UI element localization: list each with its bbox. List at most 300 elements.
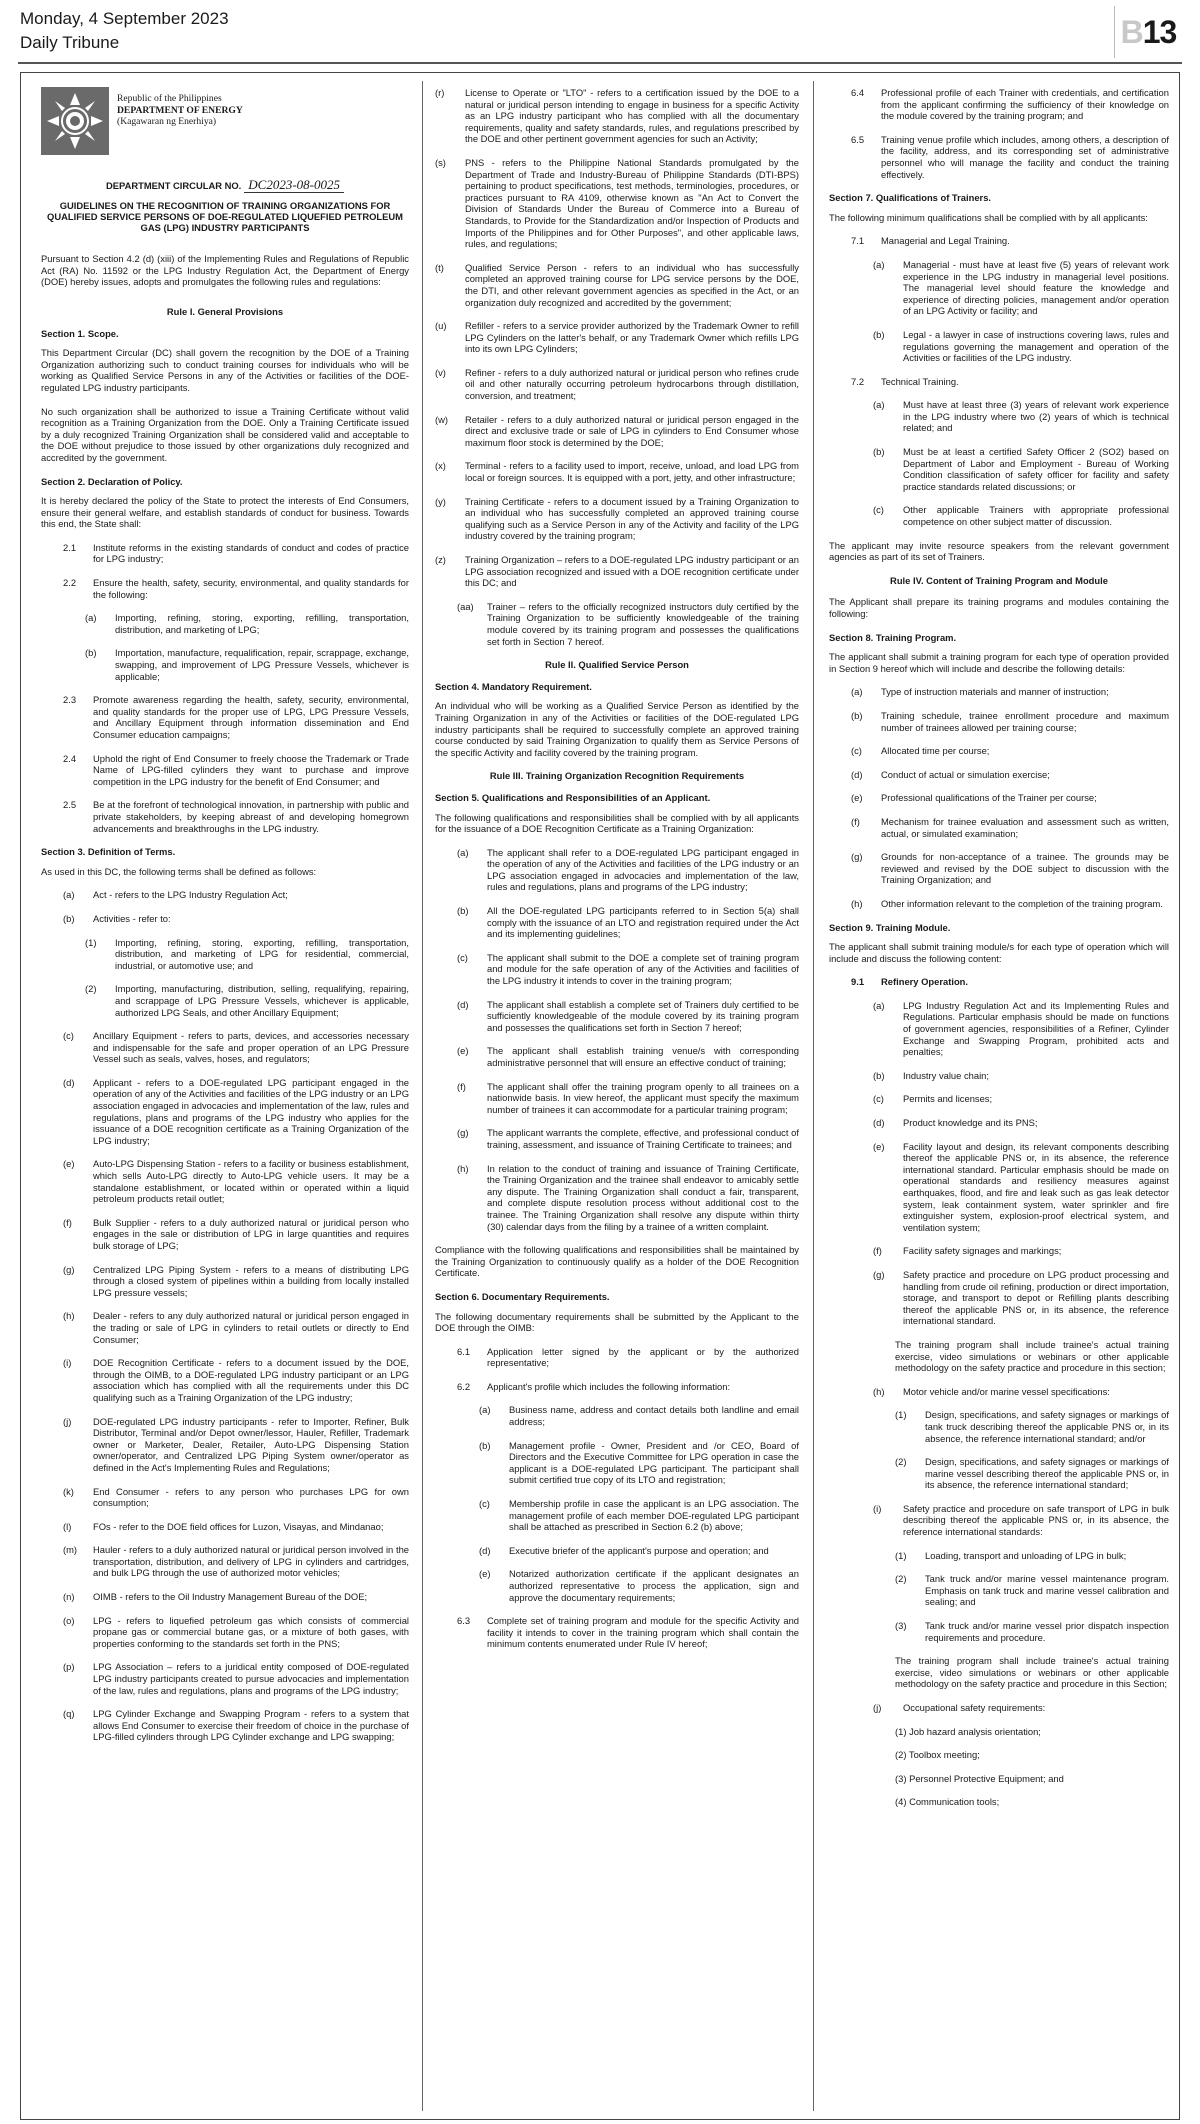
list-item: [435, 320, 799, 355]
list-item: [457, 1045, 799, 1068]
list-item-text: Act - refers to the LPG Industry Regulation Act;: [93, 889, 288, 901]
list-item-text: Auto-LPG Dispensing Station - refers to a facility or business establishment, which sells Auto-LPG directly to Auto-LPG vehicle users. It may be a standalone establishment, or located within or operated within a liquid petroleum products retail outlet;: [93, 1158, 409, 1205]
section-heading: Section 7. Qualifications of Trainers.: [829, 192, 992, 204]
list-marker: (s): [435, 156, 446, 168]
list-item-text: OIMB - refers to the Oil Industry Management Bureau of the DOE;: [93, 1591, 368, 1603]
list-item-text: Application letter signed by the applicant or by the authorized representative;: [487, 1345, 799, 1369]
section-heading: Section 6. Documentary Requirements.: [435, 1290, 610, 1302]
list-item: [435, 87, 799, 145]
list-item-text: Applicant's profile which includes the following information:: [487, 1380, 731, 1392]
list-item-text: The applicant shall establish training venue/s with corresponding administrative personnel that will ensure an effective conduct of training;: [487, 1045, 799, 1068]
section-heading: Section 3. Definition of Terms.: [41, 846, 176, 858]
list-marker: (f): [851, 815, 860, 827]
list-item-text: Technical Training.: [881, 375, 959, 387]
list-marker: (r): [435, 87, 445, 98]
list-marker: (d): [873, 1117, 885, 1129]
list-marker: (x): [435, 460, 446, 472]
list-item-text: Design, specifications, and safety signages or markings of marine vessel describing thereof the applicable PNS or, in its absence, the reference international standard;: [925, 1456, 1169, 1491]
list-item: [435, 414, 799, 449]
list-item: [63, 1615, 409, 1650]
circular-number: [41, 179, 409, 192]
list-marker: (b): [873, 446, 885, 458]
list-item-text: FOs - refer to the DOE field offices for Luzon, Visayas, and Mindanao;: [93, 1520, 384, 1532]
paragraph: The applicant shall submit a training program for each type of operation provided in Section 9 hereof which will include and describe the following details:: [829, 651, 1169, 674]
list-marker: (l): [63, 1520, 72, 1532]
section-heading: Section 5. Qualifications and Responsibilities of an Applicant.: [435, 791, 711, 803]
list-marker: (h): [457, 1162, 469, 1174]
list-item-text: Tank truck and/or marine vessel prior dispatch inspection requirements and procedure.: [925, 1620, 1169, 1643]
section-heading: Section 9. Training Module.: [829, 921, 951, 933]
list-marker: (n): [63, 1591, 75, 1603]
list-marker: (a): [479, 1404, 491, 1416]
list-marker: (a): [457, 846, 469, 858]
list-marker: (i): [63, 1357, 72, 1369]
list-marker: (v): [435, 366, 446, 378]
list-item: [435, 367, 799, 402]
list-item: [63, 1416, 409, 1474]
list-marker: (f): [873, 1245, 882, 1257]
rule-heading: Rule III. Training Organization Recognition Requirements: [489, 770, 745, 782]
list-item: [457, 905, 799, 940]
list-item-text: Safety practice and procedure on LPG product processing and handling from crude oil refining, production or direct importation, storage, and transport to depot or Refilling plants describing thereof the applicable PNS or, in its absence, the reference international standard.: [903, 1268, 1169, 1327]
paragraph: The following documentary requirements shall be submitted by the Applicant to the DOE through the OIMB:: [435, 1310, 799, 1334]
list-marker: (b): [63, 912, 75, 924]
paragraph: (4) Communication tools;: [895, 1796, 1000, 1808]
agency-line-1: Republic of the Philippines: [117, 93, 222, 104]
list-item-text: License to Operate or "LTO" - refers to a certification issued by the DOE to a natural or juridical person intending to engage in business for a specific Activity as an LPG industry participant who has complied with all the documentary requirements, quality and safety standards, rules, and regulations prescribed by the DOE and other pertinent government agencies for such an Activity;: [465, 87, 799, 145]
list-item-text: Refinery Operation.: [881, 976, 968, 988]
list-item-text: In relation to the conduct of training and issuance of Training Certificate, the Training Organization and the trainee shall endeavor to amicably settle any dispute. The Training Organization shall conduct a fair, transparent, and complete dispute resolution process without additional cost to the trainee. The Training Organization shall resolve any dispute within thirty (30) calendar days from the filing by a trainee of a written complaint.: [487, 1162, 799, 1232]
list-marker: (e): [457, 1045, 469, 1057]
list-marker: (2): [895, 1573, 907, 1585]
list-item-text: Importing, refining, storing, exporting, refilling, transportation, distribution, and marketing of LPG for residential, commercial, industrial, or automotive use; and: [115, 936, 409, 971]
list-item-text: Managerial - must have at least five (5) years of relevant work experience in the LPG industry in managerial level positions. The managerial level should feature the knowledge and experience of directing policies, management and/or operation of an LPG Activity or facility; and: [903, 258, 1169, 317]
column-2-text: [435, 87, 799, 1650]
list-item: [63, 913, 409, 925]
list-item: [85, 937, 409, 972]
list-marker: (a): [63, 889, 75, 901]
list-marker: (h): [63, 1310, 75, 1322]
list-marker: (b): [457, 905, 469, 917]
list-item-text: Training Organization – refers to a DOE-regulated LPG industry participant or an LPG association recognized and issued with a DOE recognition certificate under this DC; and: [465, 554, 799, 589]
list-item-text: The applicant shall offer the training program openly to all trainees on a nationwide basis. In view hereof, the applicant must specify the maximum number of trainees it can accommodate for a particular training program;: [487, 1080, 799, 1115]
list-item: [873, 259, 1169, 317]
list-item-text: Executive briefer of the applicant's purpose and operation; and: [509, 1544, 769, 1556]
list-marker: (a): [873, 258, 885, 270]
newspaper-name: Daily Tribune: [20, 33, 120, 52]
article-frame: [20, 72, 1180, 2120]
list-item-text: Industry value chain;: [903, 1069, 989, 1081]
list-marker: (k): [63, 1485, 74, 1497]
list-item: [851, 769, 1169, 781]
list-item: [63, 1661, 409, 1696]
list-item-text: Mechanism for trainee evaluation and assessment such as written, actual, or simulated examination;: [881, 815, 1169, 839]
list-marker: (1): [895, 1409, 907, 1421]
list-item-text: Uphold the right of End Consumer to freely choose the Trademark or Trade Name of LPG-filled cylinders they want to purchase and improve competition in the LPG industry for the benefit of End Consumer; and: [93, 752, 409, 787]
list-marker: (b): [873, 328, 885, 340]
list-item-text: Type of instruction materials and manner of instruction;: [881, 686, 1109, 698]
list-item-text: Retailer - refers to a duly authorized natural or juridical person engaged in the direct and exclusive trade or sale of LPG in cylinders to End Consumer whose maximum floor stock is determined by the DOE;: [465, 413, 799, 448]
list-marker: (f): [457, 1080, 466, 1092]
column-3: [829, 87, 1169, 2113]
list-marker: 6.2: [457, 1380, 471, 1392]
list-item-text: Other information relevant to the completion of the training program.: [881, 897, 1163, 909]
list-item: [479, 1545, 799, 1557]
list-marker: (1): [85, 936, 97, 948]
list-item: [63, 1158, 409, 1204]
list-item: [873, 1245, 1169, 1257]
list-item-text: Applicant - refers to a DOE-regulated LPG participant engaged in the operation of any of the Activities and facilities of the LPG industry or an LPG association engaged in advocacies and implementation of the law, rules and regulations, plans and programs of the LPG industry who applies for the issuance of a DOE recognition certificate as a Training Organization of the LPG industry;: [93, 1076, 409, 1146]
column-1-text: [41, 306, 409, 1743]
paragraph: This Department Circular (DC) shall govern the recognition by the DOE of a Training Organization authorizing such to conduct training courses for individuals who will be working as Qualified Service Persons in any of the Activities or facilities of the DOE-regulated LPG industry participants.: [41, 347, 409, 393]
list-item: [851, 851, 1169, 886]
list-marker: (a): [873, 999, 885, 1011]
list-item-text: Product knowledge and its PNS;: [903, 1117, 1038, 1129]
list-item: [457, 1163, 799, 1233]
list-marker: (d): [63, 1076, 75, 1088]
list-marker: (d): [457, 998, 469, 1010]
list-item: [457, 1081, 799, 1116]
list-item: [63, 1521, 409, 1533]
list-marker: (c): [479, 1498, 490, 1510]
list-item-text: Permits and licenses;: [903, 1093, 993, 1105]
list-marker: (b): [85, 647, 97, 659]
list-item-text: Hauler - refers to a duly authorized natural or juridical person involved in the transportation, distribution, and delivery of LPG in cylinders and cartridges, and bulk LPG through the use of authorized motor vehicles;: [93, 1544, 409, 1579]
list-item-text: Grounds for non-acceptance of a trainee. The grounds may be reviewed and revised by the DOE subject to discussion with the Training Organization; and: [881, 851, 1169, 886]
list-marker: (j): [873, 1702, 882, 1713]
list-item-text: The applicant shall establish a complete set of Trainers duly certified to be sufficiently knowledgeable of the module covered by its training program and possesses the qualifications set forth in Section 7 hereof;: [487, 998, 799, 1033]
list-item: [851, 816, 1169, 839]
list-marker: (e): [873, 1140, 885, 1152]
paragraph: Compliance with the following qualifications and responsibilities shall be maintained by the Training Organization to continuously qualify as a holder of the DOE Recognition Certificate.: [435, 1244, 799, 1279]
list-item: [873, 329, 1169, 364]
list-item-text: Must be at least a certified Safety Officer 2 (SO2) based on Department of Labor and Employment - Bureau of Working Condition classification of safety officer for facility and safety practice standards related discussions; or: [903, 446, 1169, 492]
list-item: [479, 1568, 799, 1603]
list-marker: (a): [873, 399, 885, 411]
list-item: [895, 1409, 1169, 1444]
agency-name: [117, 93, 243, 128]
list-marker: (a): [851, 686, 863, 698]
list-marker: (b): [851, 709, 863, 721]
list-item: [63, 1030, 409, 1065]
list-marker: (g): [873, 1268, 885, 1280]
paragraph: The applicant shall submit training module/s for each type of operation which will include and discuss the following content:: [829, 941, 1169, 964]
agency-line-3: (Kagawaran ng Enerhiya): [117, 116, 217, 127]
list-item-text: Must have at least three (3) years of relevant work experience in the LPG industry where two (2) years of which is technical related; and: [903, 399, 1169, 434]
list-item-text: LPG - refers to liquefied petroleum gas which consists of commercial propane gas or commercial butane gas, or a mixture of both gases, with properties conforming to the standards set forth in the PNS;: [93, 1614, 409, 1649]
list-item: [895, 1620, 1169, 1643]
list-item: [457, 1127, 799, 1150]
column-2: [435, 87, 799, 2113]
rule-heading: Rule I. General Provisions: [166, 305, 284, 317]
list-item-text: Importing, refining, storing, exporting, refilling, transportation, distribution, and marketing of LPG;: [115, 612, 409, 635]
list-item-text: Conduct of actual or simulation exercise;: [881, 768, 1050, 780]
list-item-text: Design, specifications, and safety signages or markings of tank truck describing thereof the applicable PNS or, in its absence, the reference international standard; and/or: [925, 1409, 1169, 1444]
list-marker: (a): [85, 612, 97, 624]
list-marker: (aa): [457, 600, 474, 612]
paragraph: (3) Personnel Protective Equipment; and: [895, 1772, 1064, 1784]
list-item-text: Professional profile of each Trainer with credentials, and certification from the applicant confirming the sufficiency of their knowledge on the module covered by the training program; and: [881, 87, 1169, 122]
list-item-text: Trainer – refers to the officially recognized instructors duly certified by the Training Organization to be sufficiently knowledgeable of the training module covered by its training program and possesses the qualifications set forth in Section 7 hereof.: [487, 600, 799, 647]
list-marker: (y): [435, 495, 446, 507]
list-item: [435, 460, 799, 483]
list-item-text: Dealer - refers to any duly authorized natural or juridical person engaged in the trading or sale of LPG in cylinders to retail outlets or directly to End Consumer;: [93, 1310, 409, 1345]
list-item-text: Training Certificate - refers to a document issued by a Training Organization to an individual who has successfully completed an approved training course qualifying such as a Service Person in any of the Activity and facility of the LPG industry covered by the training program;: [465, 495, 799, 542]
list-marker: 6.5: [851, 133, 865, 145]
list-item-text: The applicant warrants the complete, effective, and professional conduct of training, assessment, and issuance of Training Certificate to trainees; and: [487, 1127, 799, 1150]
list-item-text: Facility layout and design, its relevant components describing thereof the applicable PNS or, in its absence, the reference international standard. Particular emphasis should be made on operational standards and resiliency measures against earthquakes, flood, and fire and leak such as gas leak detector system, leak containment system, water sprinkler and fire extinguisher system, explosion-proof electrical system, and ventilation system;: [903, 1140, 1169, 1233]
list-item-text: Loading, transport and unloading of LPG in bulk;: [925, 1549, 1127, 1561]
list-item: [873, 446, 1169, 492]
list-item: [851, 235, 1169, 247]
list-marker: (t): [435, 261, 444, 273]
list-item-text: Allocated time per course;: [881, 745, 990, 757]
list-marker: (2): [85, 983, 97, 995]
list-item: [457, 847, 799, 893]
list-item: [895, 1456, 1169, 1491]
list-marker: (h): [851, 897, 863, 909]
list-marker: (m): [63, 1544, 78, 1556]
paragraph: An individual who will be working as a Qualified Service Person as identified by the Training Organization in any of the Activities or facilities of the DOE-regulated LPG industry participants shall be required to successfully complete an approved training course conducted by said Training Organization to qualify them as Service Persons of the specific Activity and facility covered by the training program.: [435, 700, 799, 758]
list-marker: (b): [873, 1069, 885, 1081]
page-section-letter: B: [1120, 13, 1143, 50]
rule-heading: Rule IV. Content of Training Program and Module: [890, 574, 1108, 586]
list-item: [63, 1708, 409, 1743]
list-item-text: All the DOE-regulated LPG participants referred to in Section 5(a) shall comply with the issuance of an LTO and registration required under the Act and its implementing guidelines;: [487, 905, 799, 940]
column-divider: [422, 81, 423, 2111]
list-marker: (w): [435, 413, 449, 425]
list-item-text: Be at the forefront of technological innovation, in partnership with public and private stakeholders, by keeping abreast of and developing homegrown advancements and breakthroughs in the LPG industry.: [93, 799, 409, 834]
list-item-text: Safety practice and procedure on safe transport of LPG in bulk describing thereof the applicable PNS or, in its absence, the reference international standards:: [903, 1502, 1169, 1538]
list-item-text: Notarized authorization certificate if the applicant designates an authorized representative to process the application, sign and approve the documentary requirements;: [509, 1568, 799, 1603]
list-marker: 2.1: [63, 541, 77, 553]
page-number-box: [1114, 6, 1182, 58]
list-item-text: Managerial and Legal Training.: [881, 235, 1010, 247]
list-item: [479, 1404, 799, 1427]
list-item-text: Professional qualifications of the Trainer per course;: [881, 792, 1097, 804]
list-marker: 2.3: [63, 694, 77, 706]
list-item: [873, 1702, 1169, 1714]
list-item-text: Management profile - Owner, President and /or CEO, Board of Directors and the Executive Committee for LPG operation in case the applicant is a DOE-regulated LPG participant. The participant shall submit certified true copy of its LTO and registration;: [509, 1439, 799, 1486]
list-item-text: LPG Association – refers to a juridical entity composed of DOE-regulated LPG industry participants created to pursue advocacies and implementation of the law, rules and regulations, plans and programs of the LPG industry;: [93, 1661, 409, 1696]
list-marker: (d): [851, 768, 863, 780]
list-marker: (c): [63, 1030, 74, 1042]
list-item: [63, 1357, 409, 1403]
list-marker: (g): [457, 1127, 469, 1139]
list-item-text: Refiner - refers to a duly authorized natural or juridical person who refines crude oil and other naturally occurring petroleum hydrocarbons through distillation, conversion, and treatment;: [465, 366, 799, 402]
list-marker: (u): [435, 320, 447, 332]
list-item-text: Complete set of training program and module for the specific Activity and facility it intends to cover in the training program which shall contain the minimum contents enumerated under Rule IV hereof;: [487, 1615, 799, 1650]
section-heading: Section 2. Declaration of Policy.: [41, 475, 183, 487]
list-item: [873, 399, 1169, 434]
list-marker: (h): [873, 1385, 885, 1397]
list-item: [63, 694, 409, 740]
agency-line-2: DEPARTMENT OF ENERGY: [117, 104, 243, 116]
list-item: [63, 799, 409, 834]
list-item-text: Importing, manufacturing, distribution, selling, requalifying, repairing, and scrappage of LPG Pressure Vessels, whichever is applicable, authorized LPG Seals, and other Ancillary Equipment;: [115, 983, 409, 1018]
list-marker: 6.1: [457, 1345, 471, 1357]
list-item-text: Training venue profile which includes, among others, a description of the facility, address, and its corresponding set of administrative personnel who will manage the facility and conduct the training effectively.: [881, 133, 1169, 180]
list-item: [873, 504, 1169, 527]
agency-header: [41, 87, 409, 157]
column-3-text: [829, 87, 1169, 1808]
list-item: [63, 889, 409, 901]
list-item: [479, 1498, 799, 1533]
list-item-text: LPG Industry Regulation Act and its Implementing Rules and Regulations. Particular emphasis should be made on functions of government agencies, responsibilities of a Refiner, Cylinder Exchange and Swapping Program, prohibited acts and penalties;: [903, 999, 1169, 1058]
list-item: [63, 1217, 409, 1252]
list-item-text: Motor vehicle and/or marine vessel specifications:: [903, 1385, 1110, 1397]
list-marker: (e): [851, 792, 863, 804]
list-item: [85, 983, 409, 1018]
list-item: [457, 601, 799, 647]
list-item-text: Ensure the health, safety, security, environmental, and quality standards for the following:: [93, 577, 409, 600]
rule-heading: Rule II. Qualified Service Person: [545, 659, 689, 671]
list-item: [63, 542, 409, 565]
paragraph: The training program shall include trainee's actual training exercise, video simulations or webinars or other applicable methodology on the safety practice and procedure in this section;: [895, 1338, 1169, 1374]
list-item-text: Activities - refer to:: [93, 912, 171, 924]
list-marker: (o): [63, 1614, 75, 1626]
list-item-text: The applicant shall submit to the DOE a complete set of training program and module for the safe operation of any of the Activities and facilities of the LPG industry it intends to cover in the training program;: [487, 951, 799, 987]
list-item-text: Refiller - refers to a service provider authorized by the Trademark Owner to refill LPG Cylinders on the latter's behalf, or any Trademark Owner which refills LPG into its own LPG Cylinders;: [465, 320, 799, 355]
list-item: [873, 1117, 1169, 1129]
circular-number-handwritten: DC2023-08-0025: [244, 177, 344, 193]
list-marker: 2.2: [63, 577, 77, 589]
section-heading: Section 1. Scope.: [41, 327, 119, 339]
list-item: [851, 686, 1169, 698]
list-marker: (c): [873, 1093, 884, 1105]
list-item-text: Bulk Supplier - refers to a duly authorized natural or juridical person who engages in the sale or distribution of LPG in large quantities and requires bulk storage of LPG;: [93, 1216, 409, 1252]
list-item-text: Training schedule, trainee enrollment procedure and maximum number of trainees allowed per training course;: [881, 709, 1169, 733]
list-marker: (c): [457, 951, 468, 963]
list-marker: (g): [63, 1263, 75, 1275]
list-item-text: Promote awareness regarding the health, safety, security, environmental, and quality standards for the proper use of LPG, LPG Pressure Vessels, and Ancillary Equipment through information dissemination and End Consumer education campaigns;: [93, 694, 409, 741]
list-item-text: Business name, address and contact details both landline and email address;: [509, 1404, 799, 1428]
list-marker: (i): [873, 1502, 882, 1514]
list-item-text: LPG Cylinder Exchange and Swapping Program - refers to a system that allows End Consumer to exercise their freedom of choice in the purchase of LPG-filled cylinders through LPG Cylinder exchange and LPG swapping;: [93, 1708, 409, 1743]
list-item: [63, 1077, 409, 1147]
column-1: [41, 87, 409, 2113]
list-item-text: Terminal - refers to a facility used to import, receive, unload, and load LPG from local or foreign sources. It is equipped with a port, jetty, and other infrastructure;: [465, 460, 799, 484]
list-item: [457, 999, 799, 1034]
list-marker: (q): [63, 1708, 75, 1720]
list-item: [479, 1440, 799, 1486]
list-marker: (b): [479, 1439, 491, 1451]
paragraph: No such organization shall be authorized to issue a Training Certificate without valid recognition as a Training Organization from the DOE. Only a Training Certificate issued by a duly recognized Training Organization shall be considered valid and acceptable to the DOE without prejudice to those issued by other organizations duly recognized and accredited by the government.: [41, 405, 409, 463]
list-item-text: Centralized LPG Piping System - refers to a means of distributing LPG through a closed system of pipelines within a building from locally installed LPG pressure vessels;: [93, 1263, 409, 1298]
list-marker: (3): [895, 1620, 907, 1632]
column-divider: [813, 81, 814, 2111]
list-marker: (1): [895, 1549, 907, 1561]
list-item: [63, 1310, 409, 1345]
list-item: [435, 554, 799, 589]
doe-seal-icon: [41, 87, 109, 155]
paragraph: The following minimum qualifications shall be complied with by all applicants:: [829, 211, 1148, 223]
list-item: [63, 1264, 409, 1299]
list-item: [851, 710, 1169, 733]
list-item: [457, 952, 799, 987]
list-item: [457, 1346, 799, 1369]
list-item: [63, 577, 409, 600]
list-item: [873, 1141, 1169, 1234]
list-item-text: Tank truck and/or marine vessel maintenance program. Emphasis on tank truck and marine vessel calibration and sealing; and: [925, 1573, 1169, 1608]
list-item: [873, 1386, 1169, 1398]
list-item: [895, 1550, 1169, 1562]
list-marker: (2): [895, 1456, 907, 1468]
list-item: [851, 745, 1169, 757]
list-item: [63, 1486, 409, 1509]
list-item-text: PNS - refers to the Philippine National Standards promulgated by the Department of Trade and Industry-Bureau of Philippine Standards (DTI-BPS) pertaining to product specifications, test methods, terminologies, procedures, or practices pursuant to RA 4109, otherwise known as "An Act to Convert the Division of Standards Under the Bureau of Commerce into a Bureau of Standards, to Provide for the Standardization and/or Inspection of Products and Imports of the Philippines and for Other Purposes", and other applicable laws, rules, and regulations;: [465, 156, 799, 250]
list-item: [457, 1381, 799, 1393]
list-marker: (c): [873, 504, 884, 516]
masthead-rule: [18, 62, 1182, 64]
list-item: [851, 376, 1169, 388]
list-item-text: The applicant shall refer to a DOE-regulated LPG participant engaged in the operation of any of the Activities and facilities of the LPG industry or an LPG association engaged in advocacies and implementation of the law, rules and regulations, plans and programs of the LPG industry;: [487, 846, 799, 893]
paragraph: (1) Job hazard analysis orientation;: [895, 1725, 1041, 1737]
issue-date: Monday, 4 September 2023: [20, 9, 229, 28]
masthead: [18, 6, 1182, 64]
list-marker: (c): [851, 745, 862, 757]
list-item: [851, 898, 1169, 910]
page-number: 13: [1142, 13, 1177, 50]
list-marker: 7.2: [851, 375, 865, 387]
list-item-text: Membership profile in case the applicant is an LPG association. The management profile of each member DOE-regulated LPG participant shall be attached as prescribed in Section 6.2 (b) above;: [509, 1498, 799, 1533]
list-item-text: Facility safety signages and markings;: [903, 1245, 1062, 1257]
circular-label: DEPARTMENT CIRCULAR NO.: [106, 180, 242, 191]
list-marker: 2.4: [63, 752, 77, 764]
list-item: [435, 157, 799, 250]
list-item-text: DOE Recognition Certificate - refers to a document issued by the DOE, through the OIMB, to a DOE-regulated LPG industry participant or an LPG association which has complied with all the requirements under this DC qualifying such as a Training Organization of the LPG industry;: [93, 1357, 409, 1403]
list-item: [873, 1070, 1169, 1082]
list-item: [63, 753, 409, 788]
list-item: [873, 1093, 1169, 1105]
section-heading: Section 8. Training Program.: [829, 631, 957, 643]
preamble: Pursuant to Section 4.2 (d) (xiii) of the Implementing Rules and Regulations of Republic Act (RA) No. 11592 or the LPG Industry Regulation Act, the Department of Energy (DOE) hereby issues, adopts and promulgates the following rules and regulations:: [41, 253, 409, 288]
list-item-text: Qualified Service Person - refers to an individual who has successfully completed an approved training course for LPG service persons by the DOE, the DTI, and other relevant government agencies as specified in the Act, or an organization duly recognized and accredited by the government;: [465, 261, 799, 308]
list-marker: 7.1: [851, 235, 865, 247]
list-item: [851, 976, 1169, 988]
list-marker: 9.1: [851, 976, 865, 988]
list-marker: (f): [63, 1216, 72, 1228]
list-item-text: Institute reforms in the existing standards of conduct and codes of practice for LPG industry;: [93, 541, 409, 565]
list-marker: (g): [851, 851, 863, 863]
list-item-text: Occupational safety requirements:: [903, 1702, 1046, 1713]
list-marker: (p): [63, 1661, 75, 1673]
list-item-text: Ancillary Equipment - refers to parts, devices, and accessories necessary and indispensable for the safe and proper operation of an LPG Pressure Vessel such as seals, valves, hoses, and regulators;: [93, 1030, 409, 1065]
list-item: [873, 1269, 1169, 1327]
paragraph: (2) Toolbox meeting;: [895, 1749, 980, 1761]
list-marker: (e): [479, 1568, 491, 1580]
list-item-text: Legal - a lawyer in case of instructions covering laws, rules and regulations governing the management and operation of the Activities or facilities of the LPG industry.: [903, 328, 1169, 364]
list-marker: (d): [479, 1544, 491, 1556]
section-heading: Section 4. Mandatory Requirement.: [435, 680, 592, 692]
list-marker: (e): [63, 1158, 75, 1170]
paragraph: The Applicant shall prepare its training programs and modules containing the following:: [829, 596, 1169, 619]
list-marker: (z): [435, 554, 446, 565]
list-item: [85, 647, 409, 682]
list-item: [457, 1615, 799, 1650]
list-item: [63, 1544, 409, 1579]
list-item: [851, 134, 1169, 180]
paragraph: The applicant may invite resource speakers from the relevant government agencies as part of its set of Trainers.: [829, 539, 1169, 563]
list-item: [851, 87, 1169, 122]
list-item-text: Importation, manufacture, requalification, repair, scrappage, exchange, swapping, and improvement of LPG Pressure Vessels, whichever is applicable;: [115, 647, 409, 682]
list-marker: 6.4: [851, 87, 865, 98]
paragraph: The following qualifications and responsibilities shall be complied with by all applicants for the issuance of a DOE Recognition Certificate as a Training Organization:: [435, 811, 799, 835]
list-item: [435, 262, 799, 308]
list-item: [895, 1573, 1169, 1608]
list-item-text: End Consumer - refers to any person who purchases LPG for own consumption;: [93, 1485, 409, 1509]
paragraph: It is hereby declared the policy of the State to protect the interests of End Consumers, ensure their general welfare, and establish standards of conduct for business. Towards this end, the State shall:: [41, 495, 409, 530]
